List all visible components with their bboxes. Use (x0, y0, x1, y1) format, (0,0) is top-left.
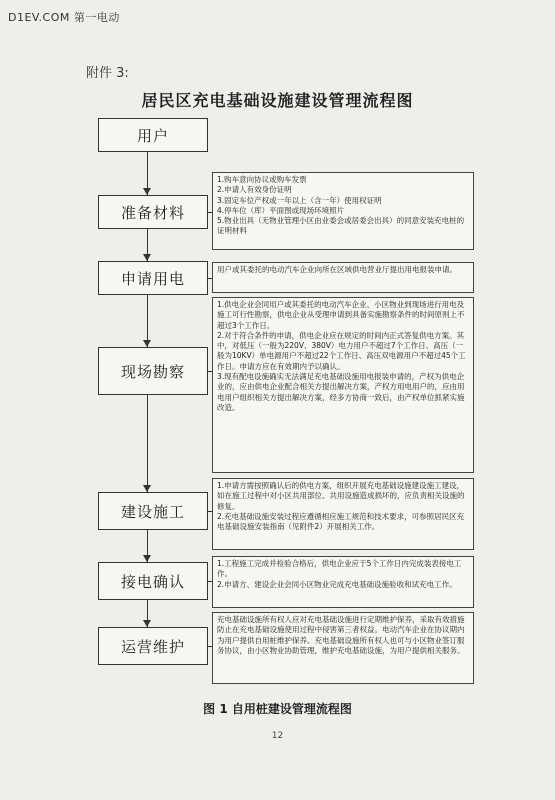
note-line: 2.对于符合条件的申请，供电企业应在规定的时间内正式答复供电方案。其中，对低压（一般为220V、380V）电力用户不超过7个工作日、高压（一般为10KV）单电源用户不超过22个工作日、高压双电源用户不超过45个工作日。申请方应在有效期内予以确认。 (217, 330, 466, 371)
flow-arrow (143, 485, 151, 492)
step-construction: 建设施工 (98, 492, 208, 530)
flow-arrow (143, 340, 151, 347)
note-line: 2.申请方、建设企业会同小区物业完成充电基础设施验收和试充电工作。 (217, 579, 457, 589)
note-line: 充电基础设施所有权人应对充电基础设施进行定期维护保养，采取有效措施防止在充电基础设施使用过程中侵害第三者权益。电动汽车企业在协议期内为用户提供自用桩维护保养。充电基础设施所有权人也可与小区物业签订服务协议，由小区物业协助管理，维护充电基础设施，为用户提供相关服务。 (217, 615, 465, 655)
page-number: 12 (271, 731, 284, 741)
note-line: 4.停车位（库）平面图或现场环境照片 (217, 205, 345, 215)
note-apply (212, 262, 474, 293)
note-survey (212, 297, 474, 473)
note-line: 用户或其委托的电动汽车企业向所在区域供电营业厅提出用电报装申请。 (217, 265, 457, 274)
note-materials (212, 172, 474, 250)
note-line: 1.工程施工完成并检验合格后，供电企业应于5个工作日内完成装表接电工作。 (217, 559, 462, 579)
flow-arrow (143, 555, 151, 562)
note-construction (212, 478, 474, 550)
step-operation-maintenance: 运营维护 (98, 627, 208, 665)
flow-arrow (143, 620, 151, 627)
step-user: 用户 (98, 118, 208, 152)
step-prepare-materials: 准备材料 (98, 195, 208, 229)
note-operation (212, 612, 474, 684)
note-line: 3.现有配电设施确实无法满足充电基础设施用电报装申请的，产权为供电企业的，应由供电企业配合相关方提出解决方案，产权方用电用户的，应由用电用户组织相关方提出解决方案，经多方协商一致后，由产权单位抓紧实施改造。 (217, 372, 465, 412)
figure-caption: 图 1 自用桩建设管理流程图 (203, 702, 352, 716)
annex-label: 附件 3: (86, 66, 129, 81)
step-site-survey: 现场勘察 (98, 347, 208, 395)
page-title: 居民区充电基础设施建设管理流程图 (141, 91, 414, 110)
note-line: 2.充电基础设施安装过程应遵循相应施工规范和技术要求，可参照居民区充电基础设施安装指南（见附件2）开展相关工作。 (217, 511, 465, 532)
step-apply-power: 申请用电 (98, 261, 208, 295)
step-connection-confirm: 接电确认 (98, 562, 208, 600)
watermark: D1EV.COM 第一电动 (8, 11, 120, 24)
flow-arrow (143, 188, 151, 195)
note-line: 2.申请人有效身份证明 (217, 185, 292, 195)
note-line: 3.固定车位产权或一年以上（含一年）使用权证明 (217, 195, 382, 205)
flow-arrow (143, 254, 151, 261)
note-line: 1.申请方需按照确认后的供电方案，组织开展充电基础设施建设施工建设，如在施工过程中对小区共用部位、共用设施造成损坏的，应负责相关设施的修复。 (217, 481, 465, 511)
note-line: 1.供电企业会同用户或其委托的电动汽车企业、小区物业到现场进行用电及施工可行性勘察，供电企业从受理申请到具备实施勘察条件的时间原则上不超过3个工作日。 (217, 300, 465, 330)
note-connection (212, 556, 474, 608)
note-line: 5.物业出具（无物业管理小区由业委会或居委会出具）的同意安装充电桩的证明材料 (217, 216, 465, 236)
note-line: 1.购车意向协议或购车发票 (217, 175, 307, 184)
